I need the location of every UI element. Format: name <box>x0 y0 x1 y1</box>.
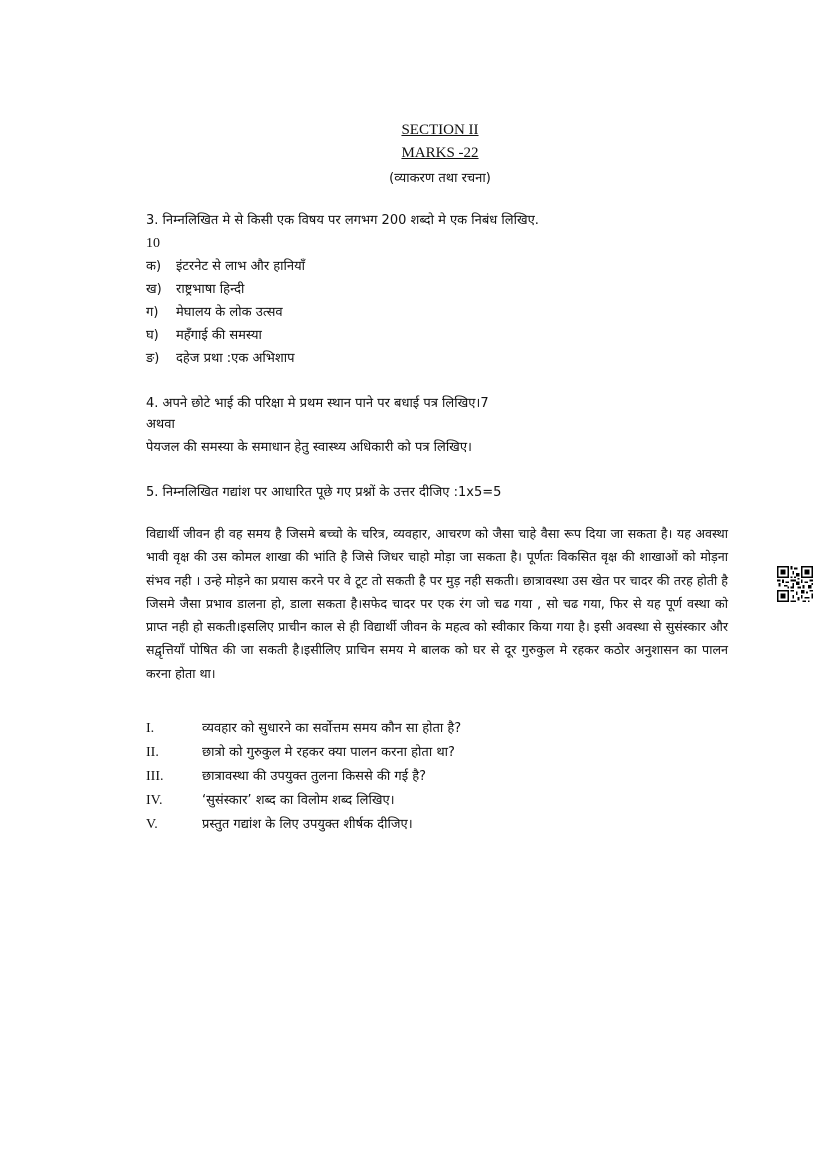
q5-question: V. प्रस्तुत गद्यांश के लिए उपयुक्त शीर्षक दीजिए। <box>146 817 413 832</box>
q3-option: क) इंटरनेट से लाभ और हानियाँ <box>146 259 306 274</box>
q4-alt: पेयजल की समस्या के समाधान हेतु स्वास्थ्य अधिकारी को पत्र लिखिए। <box>146 440 472 455</box>
q3-option: घ) महँगाई की समस्या <box>146 328 262 343</box>
section-subtitle: (व्याकरण तथा रचना) <box>389 171 491 186</box>
q3-option: ङ) दहेज प्रथा :एक अभिशाप <box>146 351 295 366</box>
q4-or: अथवा <box>146 417 175 432</box>
qr-code-icon <box>777 566 813 602</box>
q3-marks: 10 <box>146 236 160 251</box>
q5-question: III. छात्रावस्था की उपयुक्त तुलना किससे की गई है? <box>146 769 427 784</box>
marks-title: MARKS -22 <box>401 145 479 161</box>
q5-passage: विद्यार्थी जीवन ही वह समय है जिसमे बच्चो के चरित्र, व्यवहार, आचरण को जैसा चाहे वैसा रूप दिया जा सकता है। यह अवस्था भावी वृक्ष की उस कोमल शाखा की भांति है जिसे जिधर चाहो मोड़ा जा सकता है। पूर्णतः विकसित वृक्ष की शाखाओं को मोड़ना संभव नही । उन्हे मोड़ने का प्रयास करने पर वे टूट तो सकती है पर मुड़ नही सकती। छात्रावस्था उस खेत पर चादर की तरह होती है जिसमे जैसा प्रभाव डालना हो, डाला सकता है।सफेद चादर पर एक रंग जो चढ गया , सो चढ गया, फिर से यह पूर्ण वस्था को प्राप्त नही हो सकती।इसलिए प्राचीन काल से ही विद्यार्थी जीवन के महत्व को स्वीकार किया गया है। इसी अवस्था से सुसंस्कार और सद्वृत्तियाँ पोषित की जा सकती है।इसीलिए प्राचिन समय मे बालक को घर से दूर गुरुकुल मे रहकर कठोर अनुशासन का पालन करना होता था। <box>146 526 728 681</box>
q3-prompt: 3. निम्नलिखित मे से किसी एक विषय पर लगभग 200 शब्दो मे एक निबंध लिखिए. <box>146 213 539 228</box>
q5-question: II. छात्रो को गुरुकुल मे रहकर क्या पालन करना होता था? <box>146 745 455 760</box>
q3-option: ख) राष्ट्रभाषा हिन्दी <box>146 282 245 297</box>
q5-prompt: 5. निम्नलिखित गद्यांश पर आधारित पूछे गए प्रश्नों के उत्तर दीजिए :1x5=5 <box>146 485 502 500</box>
section-title: SECTION II <box>401 122 479 138</box>
q5-question: I. व्यवहार को सुधारने का सर्वोत्तम समय कौन सा होता है? <box>146 721 462 736</box>
q3-option: ग) मेघालय के लोक उत्सव <box>146 305 283 320</box>
q4-prompt: 4. अपने छोटे भाई की परिक्षा मे प्रथम स्थान पाने पर बधाई पत्र लिखिए।7 <box>146 396 489 411</box>
q5-question: IV. ‘सुसंस्कार’ शब्द का विलोम शब्द लिखिए। <box>146 793 395 808</box>
